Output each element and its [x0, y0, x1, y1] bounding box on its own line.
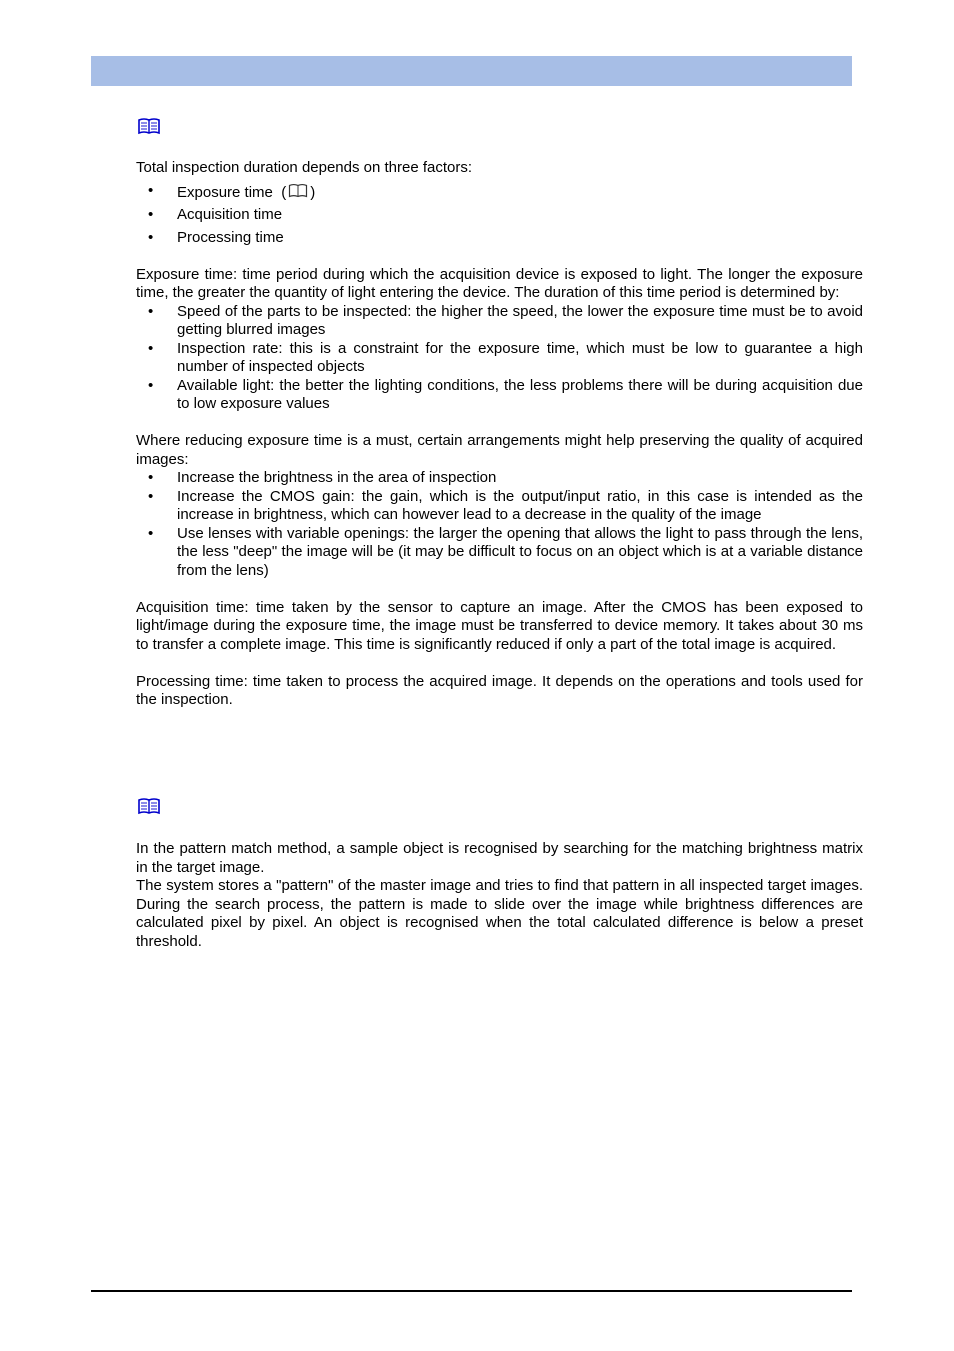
- list-item: • Available light: the better the lighting conditions, the less problems there will be during acquisition due to low exposure values: [136, 377, 863, 414]
- list-item: • Use lenses with variable openings: the larger the opening that allows the light to pass through the lens, the less "deep" the image will be (it may be difficult to focus on an object which is at a variable distance from the lens): [136, 525, 863, 581]
- header-bar: [91, 56, 852, 86]
- exposure-factors-list: [136, 303, 863, 414]
- list-item: [136, 182, 863, 205]
- acquisition-text: Acquisition time: time taken by the sensor to capture an image. After the CMOS has been exposed to light/image during the exposure time, the image must be transferred to device memory. It takes about 30 ms to transfer a complete image. This time is significantly reduced if only a part of the total image is acquired.: [136, 598, 863, 653]
- book-reference-icon[interactable]: [287, 182, 309, 205]
- book-reference-icon[interactable]: [137, 116, 161, 136]
- arrangements-list: [136, 469, 863, 580]
- paren-close: ): [310, 183, 316, 201]
- list-item: • Speed of the parts to be inspected: the higher the speed, the lower the exposure time must be to avoid getting blurred images: [136, 303, 863, 340]
- paren-open: (: [281, 183, 287, 201]
- reducing-text: Where reducing exposure time is a must, certain arrangements might help preserving the quality of acquired images:: [136, 432, 863, 468]
- factors-list: [136, 182, 863, 248]
- processing-text: Processing time: time taken to process the acquired image. It depends on the operations and tools used for the inspection.: [136, 672, 863, 708]
- inspection-duration-section: [136, 159, 863, 710]
- list-item: [136, 206, 863, 225]
- duration-intro: Total inspection duration depends on three factors:: [136, 159, 473, 176]
- pattern-para-1: In the pattern match method, a sample object is recognised by searching for the matching brightness matrix in the target image.: [136, 840, 863, 876]
- exposure-text: Exposure time: time period during which the acquisition device is exposed to light. The longer the exposure time, the greater the quantity of light entering the device. The duration of this time period is determined by:: [136, 265, 863, 301]
- factor-label: Acquisition time: [177, 206, 283, 223]
- list-item: • Inspection rate: this is a constraint for the exposure time, which must be low to guarantee a high number of inspected objects: [136, 340, 863, 377]
- pattern-para-2: The system stores a "pattern" of the master image and tries to find that pattern in all inspected target images. During the search process, the pattern is made to slide over the image while brightness differences are calculated pixel by pixel. An object is recognised when the total calculated difference is below a preset threshold.: [136, 877, 863, 950]
- footer-rule: [91, 1290, 852, 1292]
- list-item: • Increase the CMOS gain: the gain, which is the output/input ratio, in this case is intended as the increase in brightness, which can however lead to a decrease in the quality of the image: [136, 488, 863, 525]
- factor-label: Exposure time: [177, 183, 273, 201]
- list-item: [136, 229, 863, 248]
- list-item: • Increase the brightness in the area of inspection: [136, 469, 863, 488]
- pattern-match-section: [136, 840, 863, 951]
- book-reference-icon[interactable]: [137, 796, 161, 816]
- factor-label: Processing time: [177, 228, 284, 246]
